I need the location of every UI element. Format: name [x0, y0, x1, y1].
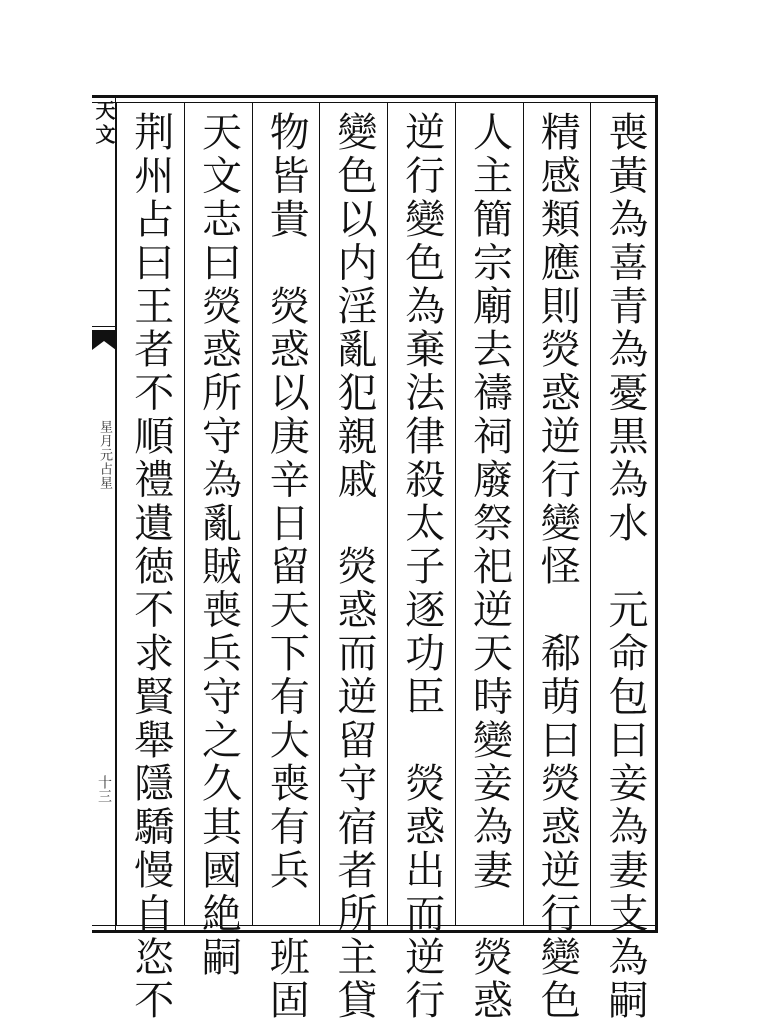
column-text: 物皆貴 熒惑以庚辛日留天下有大喪有兵 班固 [263, 111, 310, 1023]
text-columns [116, 103, 658, 1023]
column-text: 荆州占曰王者不順禮遺徳不求賢舉隱驕慢自恣不 [127, 111, 174, 1023]
text-column-1 [590, 103, 658, 1023]
text-column-7 [184, 103, 252, 979]
banxin-subtitle: 星月元占星 [97, 420, 112, 490]
banxin-margin-strip [92, 95, 116, 933]
banxin-page-number: 十三 [96, 775, 112, 803]
text-column-3 [455, 103, 523, 1023]
text-column-2 [523, 103, 591, 1023]
column-text: 天文志曰熒惑所守為亂賊喪兵守之久其國絶嗣 [195, 111, 242, 979]
column-text: 變色以内淫亂犯親戚 熒惑而逆留守宿者所主貸 [331, 111, 377, 1023]
column-text: 逆行變色為棄法律殺太子逐功臣 熒惑出而逆行 [398, 111, 445, 1023]
text-column-8 [116, 103, 184, 1023]
text-column-5 [319, 103, 387, 1023]
banxin-title: 天文 [92, 100, 116, 148]
text-column-6 [252, 103, 320, 1023]
text-column-4 [387, 103, 455, 1023]
column-text: 人主簡宗廟去禱祠廢祭祀逆天時變妾為妻 熒惑 [466, 111, 513, 1023]
column-text: 喪黃為喜青為憂黒為水 元命包曰妾為妻支為嗣 [602, 111, 648, 1023]
fish-tail-rule [92, 326, 116, 327]
column-text: 精感類應則熒惑逆行變怪 郗萌曰熒惑逆行變色 [534, 111, 581, 1023]
